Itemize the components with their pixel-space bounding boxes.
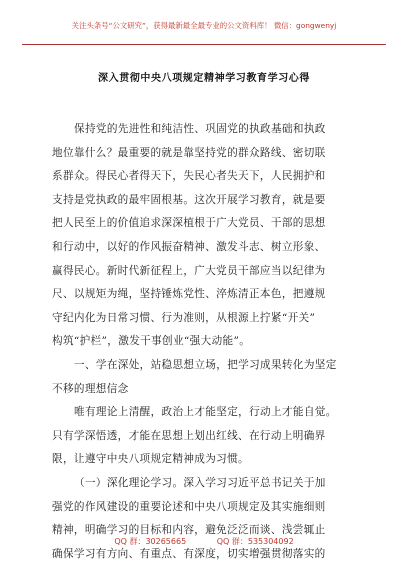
footer xyxy=(0,536,408,547)
body-line: 精神，明确学习的目标和内容，避免泛泛而谈、浅尝辄止 xyxy=(52,524,326,537)
body-line: 支持是党执政的最牢固根基。这次开展学习教育，就是要 xyxy=(52,193,326,206)
body-line: 一、学在深处，站稳思想立场，把学习成果转化为坚定 xyxy=(74,358,337,371)
body-line: 地位靠什么？最重要的就是靠坚持党的群众路线、密切联 xyxy=(52,146,326,159)
body-line: 赢得民心。新时代新征程上，广大党员干部应当以纪律为 xyxy=(52,264,326,277)
body-line: 把人民至上的价值追求深深植根于广大党员、干部的思想 xyxy=(52,217,326,230)
body-line: 确保学习有方向、有重点、有深度，切实增强贯彻落实的 xyxy=(52,547,326,560)
body-line: 唯有理论上清醒，政治上才能坚定，行动上才能自觉。 xyxy=(74,406,337,419)
promo-banner: 关注头条号“公文研究”，获得最新最全最专业的公文资料库！ 微信：gongwenyj xyxy=(71,21,337,30)
body-line: 系群众。得民心者得天下，失民心者失天下，人民拥护和 xyxy=(52,170,326,183)
footer-qq-group-2: QQ 群：535304092 xyxy=(216,537,294,546)
body-line: 保持党的先进性和纯洁性、巩固党的执政基础和执政 xyxy=(74,123,326,135)
body-line: 构筑“护栏”，激发干事创业“强大动能”。 xyxy=(52,335,251,348)
body-line: （一）深化理论学习。深入学习习近平总书记关于加 xyxy=(74,476,326,489)
footer-qq-group-1: QQ 群：30265665 xyxy=(114,537,187,546)
header-divider xyxy=(22,44,386,45)
body-line: 限，让遵守中央八项规定精神成为习惯。 xyxy=(52,453,249,466)
body-line: 不移的理想信念 xyxy=(52,382,129,395)
document-title: 深入贯彻中央八项规定精神学习教育学习心得 xyxy=(98,73,310,84)
body-line: 只有学深悟透，才能在思想上划出红线、在行动上明确界 xyxy=(52,429,326,442)
document-body xyxy=(52,118,364,566)
body-line: 尺、以规矩为绳，坚持锤炼党性、淬炼清正本色，把遵规 xyxy=(52,288,326,301)
body-line: 和行动中，以好的作风振奋精神、激发斗志、树立形象、 xyxy=(52,240,326,253)
body-line: 守纪内化为日常习惯、行为准则，从根源上拧紧“开关” xyxy=(52,311,316,324)
body-line: 强党的作风建设的重要论述和中央八项规定及其实施细则 xyxy=(52,500,326,513)
